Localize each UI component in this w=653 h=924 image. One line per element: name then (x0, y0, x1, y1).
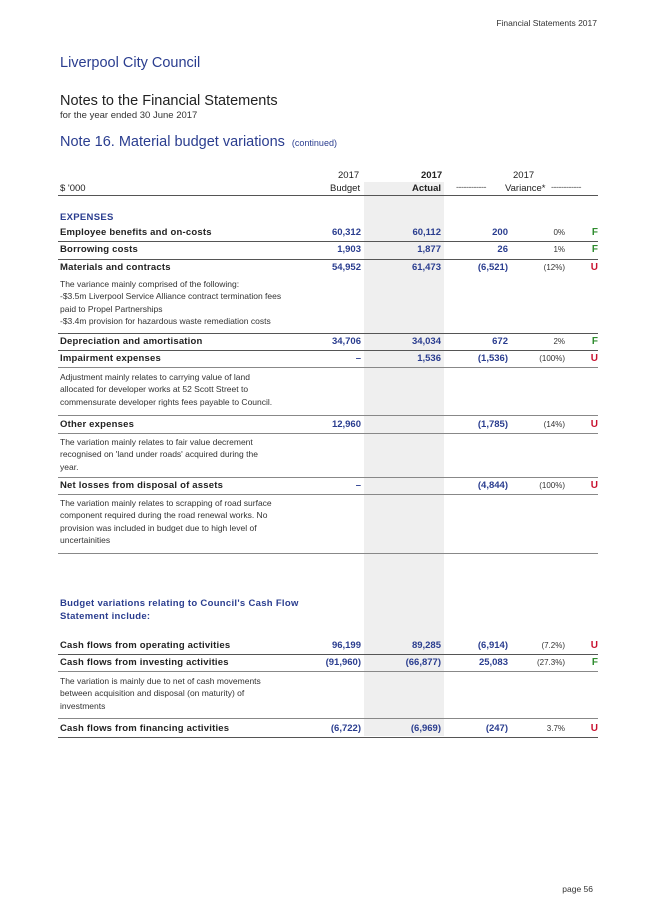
row-divider (58, 415, 598, 416)
row-budget: 54,952 (331, 262, 361, 273)
row-budget: 1,903 (337, 244, 361, 255)
cash-flow-heading-line: Statement include: (60, 611, 151, 622)
row-flag: F (591, 657, 598, 668)
row-flag: U (590, 419, 598, 430)
row-variance: 200 (492, 227, 508, 238)
row-label: Impairment expenses (60, 353, 161, 364)
row-flag: F (591, 336, 598, 347)
row-explanation (60, 436, 320, 473)
row-budget: 96,199 (331, 640, 361, 651)
table-row (58, 261, 598, 277)
explanation-line: investments (60, 700, 106, 711)
row-explanation (60, 497, 320, 547)
row-variance: 26 (497, 244, 508, 255)
row-flag: U (590, 640, 598, 651)
row-flag: F (591, 244, 598, 255)
table-row (58, 335, 598, 351)
note-title-text: Note 16. Material budget variations (60, 134, 285, 150)
row-actual: (6,969) (410, 723, 441, 734)
explanation-line: allocated for developer works at 52 Scott Street to (60, 384, 249, 395)
page-number: page 56 (562, 884, 593, 894)
row-variance-pct: (100%) (539, 354, 565, 363)
row-budget: – (355, 480, 361, 491)
budget-year: 2017 (338, 170, 360, 181)
row-divider (58, 718, 598, 719)
explanation-line: The variation mainly relates to fair value decrement (60, 437, 253, 447)
row-divider (58, 494, 598, 495)
budget-label: Budget (330, 183, 361, 194)
row-variance-pct: 1% (553, 245, 565, 254)
row-divider (58, 259, 598, 260)
row-flag: U (590, 480, 598, 491)
explanation-line: Adjustment mainly relates to carrying value of land (60, 372, 250, 382)
row-variance-pct: (27.3%) (536, 658, 565, 667)
row-flag: U (590, 262, 598, 273)
row-actual: 61,473 (411, 262, 441, 273)
row-variance-pct: 2% (553, 337, 565, 346)
explanation-line: uncertainities (60, 535, 111, 546)
row-budget: – (355, 353, 361, 364)
row-label: Cash flows from financing activities (60, 723, 230, 734)
row-variance: (6,914) (477, 640, 508, 651)
row-budget: 34,706 (331, 336, 361, 347)
explanation-line: between acquisition and disposal (on maturity) of (60, 688, 245, 699)
explanation-line: -$3.5m Liverpool Service Alliance contract termination fees (60, 291, 282, 302)
variance-label: Variance* (505, 183, 546, 194)
explanation-line: The variance mainly comprised of the following: (60, 279, 240, 289)
row-label: Cash flows from operating activities (60, 640, 231, 651)
row-variance: (1,785) (477, 419, 508, 430)
table-row (58, 352, 598, 368)
document-subtitle: for the year ended 30 June 2017 (60, 110, 198, 121)
table-row (58, 243, 598, 259)
row-variance: 672 (492, 336, 508, 347)
row-divider (58, 737, 598, 738)
row-budget: 60,312 (331, 227, 361, 238)
explanation-line: commensurate developer rights fees payable to Council. (60, 396, 273, 407)
row-variance-pct: (12%) (543, 263, 565, 272)
row-flag: U (590, 353, 598, 364)
row-variance: 25,083 (478, 657, 508, 668)
row-divider (58, 367, 598, 368)
row-explanation (60, 278, 320, 328)
variance-dashes-left: ------------ (456, 182, 486, 192)
running-header: Financial Statements 2017 (496, 18, 597, 28)
row-explanation (60, 675, 320, 712)
row-divider (58, 553, 598, 554)
variance-dashes-right: ------------ (551, 182, 581, 192)
explanation-line: provision was included in budget due to high level of (60, 522, 257, 533)
actual-year: 2017 (421, 170, 443, 181)
organisation-name: Liverpool City Council (60, 55, 201, 71)
row-variance-pct: (100%) (539, 481, 565, 490)
row-label: Borrowing costs (60, 244, 138, 255)
explanation-line: -$3.4m provision for hazardous waste remediation costs (60, 316, 271, 327)
explanation-line: The variation is mainly due to net of cash movements (60, 676, 261, 686)
row-label: Employee benefits and on-costs (60, 227, 212, 238)
row-label: Cash flows from investing activities (60, 657, 229, 668)
row-budget: (6,722) (330, 723, 361, 734)
row-explanation (60, 371, 320, 408)
table-row (58, 639, 598, 655)
expenses-heading: EXPENSES (60, 212, 114, 223)
actual-label: Actual (412, 183, 442, 194)
explanation-line: recognised on 'land under roads' acquired during the (60, 449, 258, 460)
row-variance: (6,521) (477, 262, 508, 273)
row-budget: 12,960 (331, 419, 361, 430)
row-actual: 1,877 (417, 244, 441, 255)
units-label: $ '000 (60, 183, 86, 194)
row-variance: (4,844) (477, 480, 508, 491)
row-variance: (1,536) (477, 353, 508, 364)
explanation-line: component required during the road renewal works. No (60, 510, 268, 521)
row-label: Other expenses (60, 419, 135, 430)
row-actual: 60,112 (412, 227, 441, 238)
note-title (60, 134, 337, 150)
row-actual: 34,034 (411, 336, 441, 347)
row-label: Depreciation and amortisation (60, 336, 203, 347)
explanation-line: paid to Propel Partnerships (60, 303, 163, 314)
table-row (58, 479, 598, 495)
header-rule (58, 195, 598, 196)
row-actual: 89,285 (411, 640, 441, 651)
cash-flow-heading (60, 597, 299, 623)
row-variance-pct: (14%) (543, 420, 565, 429)
row-variance-pct: (7.2%) (541, 641, 565, 650)
document-title: Notes to the Financial Statements (60, 93, 278, 109)
row-divider (58, 477, 598, 478)
row-variance-pct: 0% (553, 228, 565, 237)
explanation-line: year. (60, 461, 79, 472)
row-divider (58, 671, 598, 672)
row-label: Materials and contracts (60, 262, 171, 273)
table-row (58, 226, 598, 242)
row-actual: 1,536 (417, 353, 441, 364)
variance-year: 2017 (513, 170, 535, 181)
row-divider (58, 433, 598, 434)
table-row (58, 418, 598, 434)
row-divider (58, 241, 598, 242)
row-flag: U (590, 723, 598, 734)
explanation-line: The variation mainly relates to scrapping of road surface (60, 498, 272, 508)
row-actual: (66,877) (405, 657, 441, 668)
cash-flow-heading-line: Budget variations relating to Council's Cash Flow (60, 598, 299, 609)
table-row (58, 722, 598, 738)
row-flag: F (591, 227, 598, 238)
table-row (58, 656, 598, 672)
note-continued: (continued) (291, 138, 337, 148)
row-divider (58, 350, 598, 351)
row-variance-pct: 3.7% (546, 724, 565, 733)
row-budget: (91,960) (325, 657, 361, 668)
row-divider (58, 654, 598, 655)
row-label: Net losses from disposal of assets (60, 480, 224, 491)
row-divider (58, 333, 598, 334)
row-variance: (247) (485, 723, 508, 734)
